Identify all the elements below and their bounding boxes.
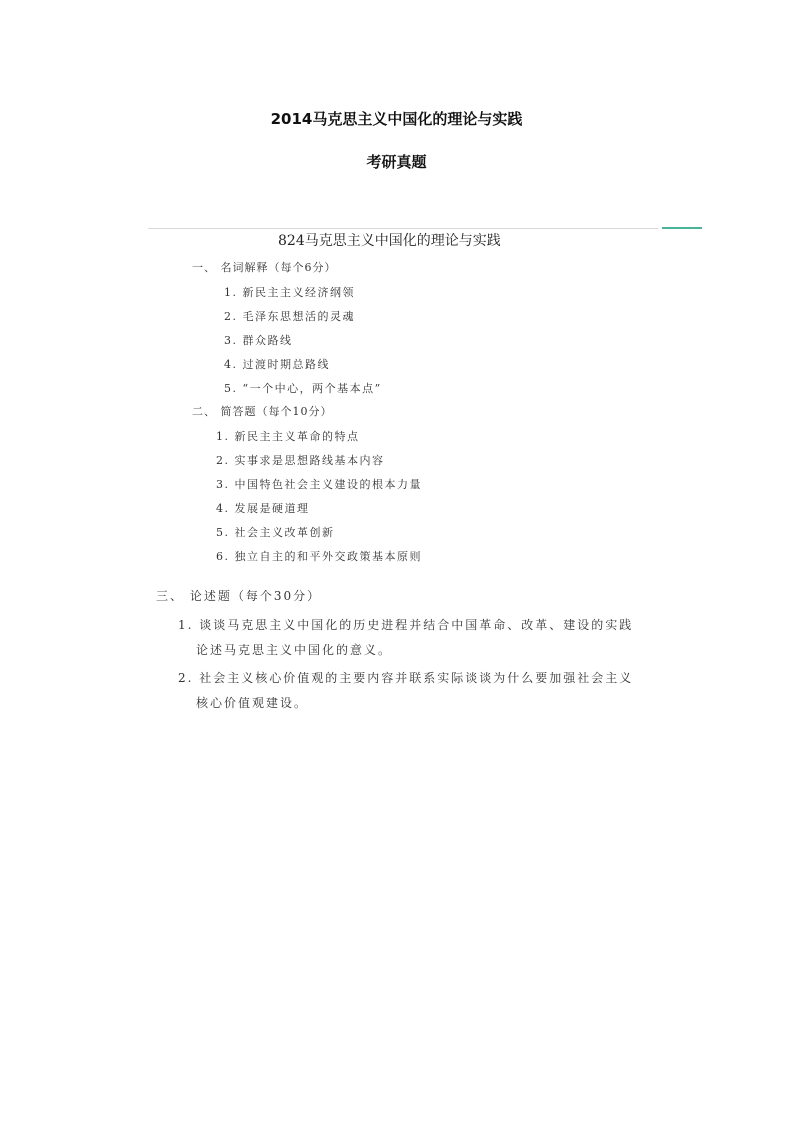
question-item: 1. 新民主主义经济纲领	[224, 286, 355, 299]
section-label: 三、 论述题（每个30分）	[156, 589, 322, 603]
section-label: 二、 简答题（每个10分）	[192, 405, 333, 418]
question-item: 5. 社会主义改革创新	[216, 526, 335, 539]
question-item: 3. 中国特色社会主义建设的根本力量	[216, 478, 422, 491]
question-item: 2. 社会主义核心价值观的主要内容并联系实际谈谈为什么要加强社会主义	[178, 671, 634, 685]
question-item: 1. 谈谈马克思主义中国化的历史进程并结合中国革命、改革、建设的实践	[178, 618, 634, 632]
document-subtitle: 考研真题	[366, 153, 427, 171]
question-item: 2. 实事求是思想路线基本内容	[216, 454, 385, 467]
question-item: 2. 毛泽东思想活的灵魂	[224, 310, 355, 323]
question-item: 6. 独立自主的和平外交政策基本原则	[216, 550, 422, 563]
question-item: 3. 群众路线	[224, 334, 293, 347]
question-item: 4. 过渡时期总路线	[224, 358, 330, 371]
divider-line	[148, 228, 658, 229]
accent-line	[662, 227, 702, 229]
section-label: 一、 名词解释（每个6分）	[192, 261, 337, 274]
document-title: 2014马克思主义中国化的理论与实践	[270, 110, 523, 128]
exam-heading: 824马克思主义中国化的理论与实践	[278, 233, 501, 249]
question-item-continued: 核心价值观建设。	[196, 696, 309, 710]
question-item: 5. “一个中心，两个基本点”	[224, 382, 382, 395]
question-item-continued: 论述马克思主义中国化的意义。	[196, 643, 393, 657]
question-item: 4. 发展是硬道理	[216, 502, 310, 515]
question-item: 1. 新民主主义革命的特点	[216, 430, 360, 443]
